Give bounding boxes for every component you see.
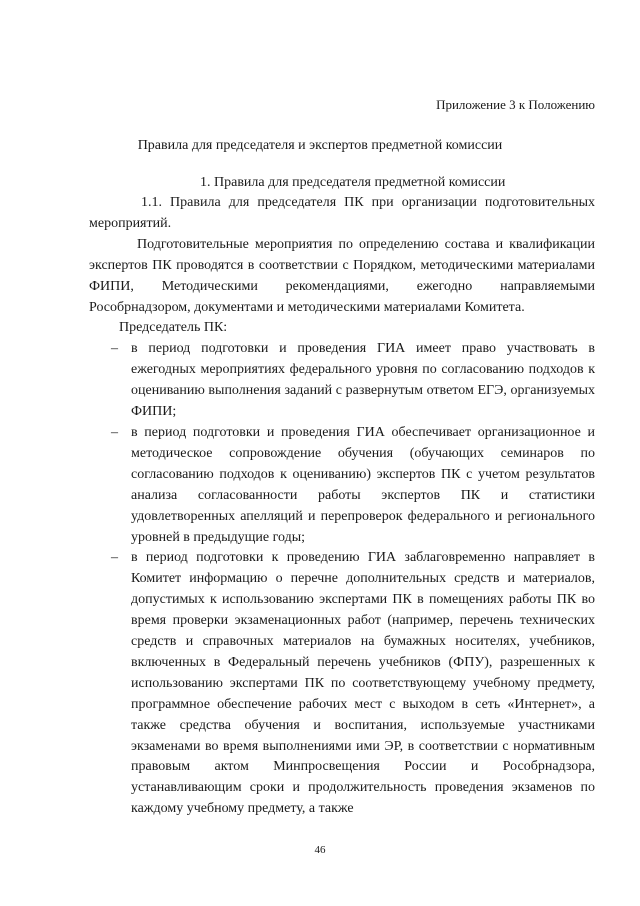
list-item-text: в период подготовки к проведению ГИА заблаговременно направляет в Комитет информацию о перечне дополнительных средств и материалов, допустимых к использованию экспертами ПК в помещениях работы ПК во время проверки экзаменационных работ (например, перечень технических средств и справочных материалов на бумажных носителях, учебников, включенных в Федеральный перечень учебников (ФПУ), разрешенных к использованию экспертами ПК по соответствующему учебному предмету, программное обеспечение рабочих мест с выходом в сеть «Интернет», а также средства обучения и воспитания, используемые участниками экзаменами во время выполнениями ими ЭР, в соответствии с нормативным правовым актом Минпросвещения России и Рособрнадзора, устанавливающим сроки и продолжительность проведения экзаменов по каждому учебному предмету, а также [131,550,595,817]
subsection-title: 1.1. Правила для председателя ПК при организации подготовительных мероприятий. [89,195,595,231]
list-item-text: в период подготовки и проведения ГИА имеет право участвовать в ежегодных мероприятиях федерального уровня по согласованию подходов к оцениванию выполнения заданий с развернутым ответом ЕГЭ, организуемых ФИПИ; [131,341,595,420]
list-item [89,548,595,820]
dash-bullet: – [111,341,118,357]
list-item-text: в период подготовки и проведения ГИА обеспечивает организационное и методическое сопровождение обучения (обучающих семинаров по согласованию подходов к оцениванию) экспертов ПК с учетом результатов анализа согласованности работы экспертов ПК и статистики удовлетворенных апелляций и перепроверок федерального и регионального уровней в предыдущие годы; [131,424,595,545]
list-item [89,339,595,423]
document-body [89,193,595,820]
page-number: 46 [314,844,326,856]
document-title: Правила для председателя и экспертов предметной комиссии [137,138,503,153]
dash-bullet: – [111,424,118,440]
chair-duties-list [89,339,595,820]
appendix-label: Приложение 3 к Положению [436,97,595,112]
preparatory-paragraph: Подготовительные мероприятия по определению состава и квалификации экспертов ПК проводятся в соответствии с Порядком, методическими материалами ФИПИ, Методическими рекомендациями, ежегодно направляемыми Рособрнадзором, документами и методическими материалами Комитета. [89,236,595,315]
dash-bullet: – [111,550,118,566]
section-heading: 1. Правила для председателя предметной комиссии [200,175,506,190]
chair-label: Председатель ПК: [119,320,228,336]
list-item [89,423,595,548]
